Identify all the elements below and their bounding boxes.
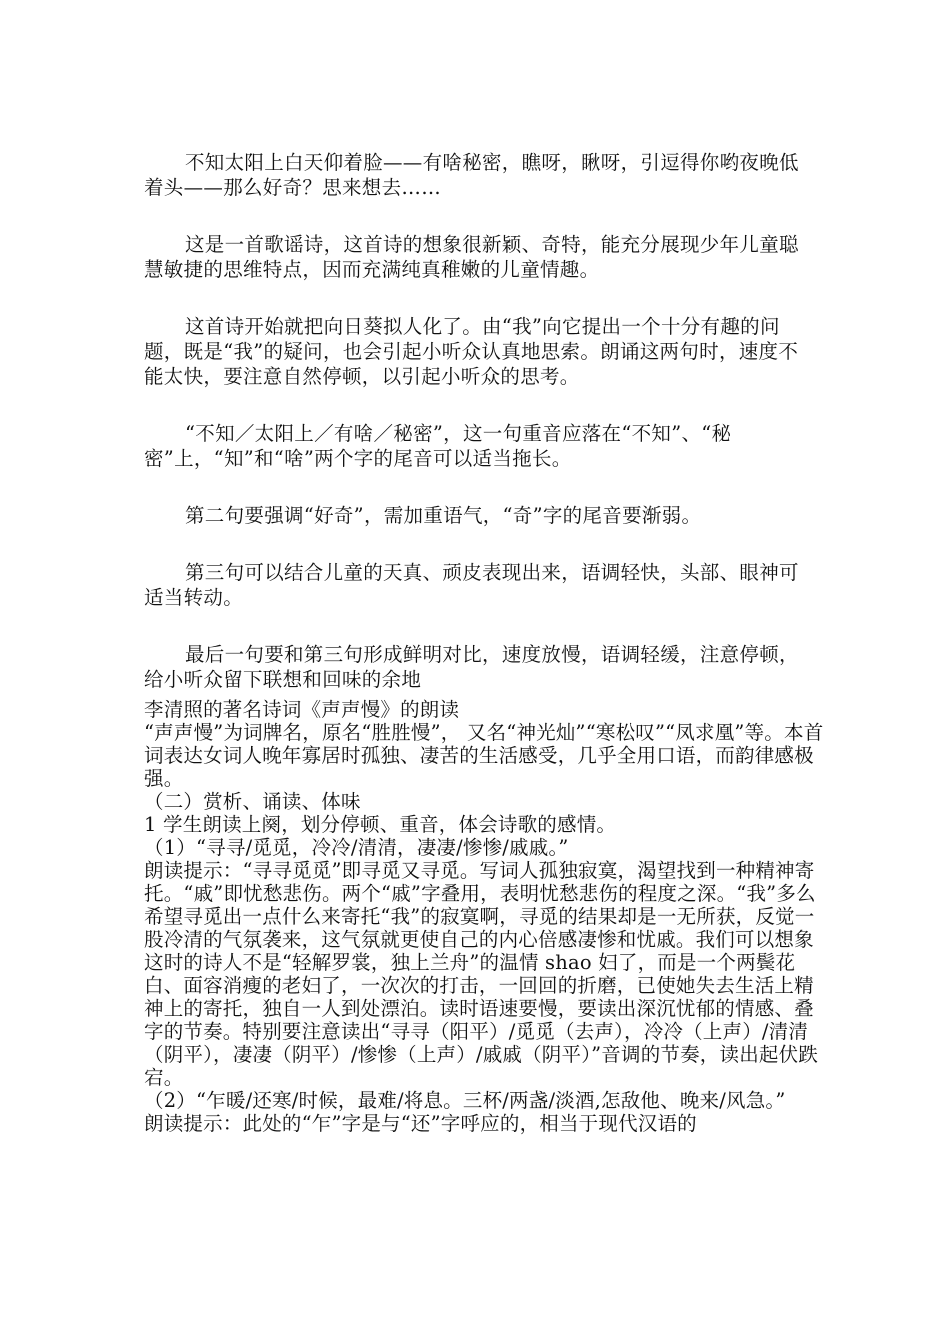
paragraph: 第二句要强调“好奇”，需加重语气，“奇”字的尾音要渐弱。 — [185, 504, 702, 527]
reading-hint: 朗读提示：“寻寻觅觅”即寻觅又寻觅。写词人孤独寂寞，渴望找到一种精神寄托。“戚”即忧愁悲伤。两个“戚”字叠用，表明忧愁悲伤的程度之深。“我”多么希望寻觅出一点什么来寄托“我”的寂寞啊，寻觅的结果却是一无所获，反觉一股冷清的气氛袭来，这气氛就更使自己的内心倍感凄惨和忧戚。我们可以想象这时的诗人不是“轻解罗裳，独上兰舟”的温情 shao 妇了，而是一个两鬓花白、面容消瘦的老妇了，一次次的打击，一回回的折磨，已使她失去生活上精神上的寄托，独自一人到处漂泊。读时语速要慢，要读出深沉忧郁的情感、叠字的节奏。特别要注意读出“寻寻（阳平）/觅觅（去声），冷冷（上声）/清清（阴平），凄凄（阴平）/惨惨（上声）/戚戚（阴平）”音调的节奏，读出起伏跌宕。 — [144, 859, 819, 1089]
verse-line: （2）“乍暖/还寒/时候，最难/将息。三杯/两盏/淡酒,怎敌他、晚来/风急。” — [144, 1089, 786, 1112]
sunflower-poem-analysis — [144, 150, 814, 724]
reading-hint: 朗读提示：此处的“乍”字是与“还”字呼应的，相当于现代汉语的 — [144, 1112, 697, 1135]
task-line: 1 学生朗读上阕，划分停顿、重音，体会诗歌的感情。 — [144, 813, 617, 836]
shengshengman-reading-section — [144, 698, 824, 1135]
paragraph: 这是一首歌谣诗，这首诗的想象很新颖、奇特，能充分展现少年儿童聪慧敏捷的思维特点，因而充满纯真稚嫩的儿童情趣。 — [144, 233, 799, 281]
intro-paragraph: “声声慢”为词牌名，原名“胜胜慢”， 又名“神光灿”“寒松叹”“凤求凰”等。本首词表达女词人晚年寡居时孤独、凄苦的生活感受，几乎全用口语，而韵律感极强。 — [144, 721, 824, 790]
paragraph: 最后一句要和第三句形成鲜明对比，速度放慢，语调轻缓，注意停顿，给小听众留下联想和回味的余地 — [144, 643, 799, 691]
verse-line: （1）“寻寻/觅觅，冷冷/清清，凄凄/惨惨/戚戚。” — [144, 836, 569, 859]
paragraph: “不知／太阳上／有啥／秘密”，这一句重音应落在“不知”、“秘密”上，“知”和“啥”两个字的尾音可以适当拖长。 — [144, 422, 732, 470]
paragraph: 不知太阳上白天仰着脸——有啥秘密，瞧呀，瞅呀，引逗得你哟夜晚低着头——那么好奇？思来想去…… — [144, 151, 799, 199]
paragraph: 这首诗开始就把向日葵拟人化了。由“我”向它提出一个十分有趣的问题，既是“我”的疑问，也会引起小听众认真地思索。朗诵这两句时，速度不能太快，要注意自然停顿，以引起小听众的思考。 — [144, 315, 799, 388]
paragraph: 第三句可以结合儿童的天真、顽皮表现出来，语调轻快，头部、眼神可适当转动。 — [144, 561, 799, 609]
subheading: （二）赏析、诵读、体味 — [144, 790, 361, 813]
section-title: 李清照的著名诗词《声声慢》的朗读 — [144, 698, 460, 721]
